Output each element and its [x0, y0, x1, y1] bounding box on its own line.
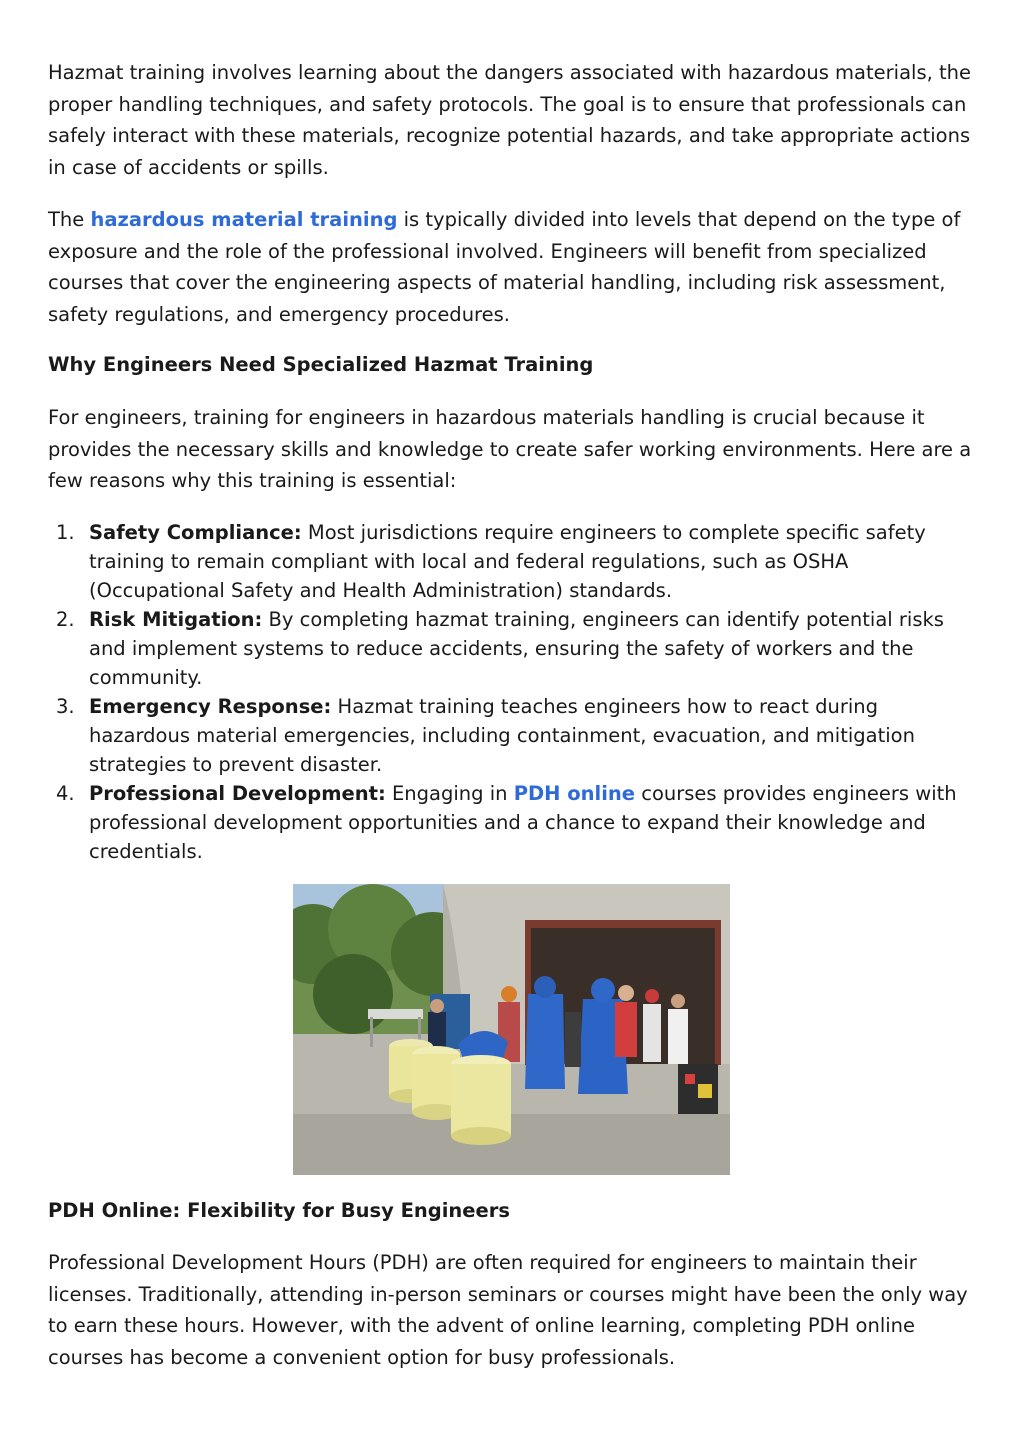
list-item-title: Professional Development: [89, 782, 386, 805]
reasons-list [48, 518, 978, 866]
list-number: 3. [56, 695, 75, 718]
list-item-pre: Engaging in [385, 782, 514, 805]
list-item-title: Safety Compliance: [89, 521, 302, 544]
pdh-online-link[interactable]: PDH online [513, 782, 636, 805]
list-item-text: courses provides engineers with professional development opportunities and a chance to expand their knowledge and credentials. [89, 782, 957, 863]
intro-paragraph: Hazmat training involves learning about the dangers associated with hazardous materials, the proper handling techniques, and safety protocols. The goal is to ensure that professionals can safely interact with these materials, recognize potential hazards, and take appropriate actions in case of accidents or spills. [48, 61, 972, 179]
list-number: 4. [56, 782, 75, 805]
list-item-text: Most jurisdictions require engineers to complete specific safety training to remain compliant with local and federal regulations, such as OSHA (Occupational Safety and Health Administration) standards. [89, 521, 926, 602]
list-item-safety-compliance [48, 518, 978, 605]
levels-paragraph-prefix: The [48, 208, 91, 231]
list-item-title: Risk Mitigation: [89, 608, 263, 631]
list-item-emergency-response [48, 692, 978, 779]
list-number: 2. [56, 608, 75, 631]
list-item-professional-development [48, 779, 978, 866]
list-item-title: Emergency Response: [89, 695, 332, 718]
why-engineers-heading: Why Engineers Need Specialized Hazmat Training [48, 353, 594, 376]
pdh-paragraph: Professional Development Hours (PDH) are often required for engineers to maintain their licenses. Traditionally, attending in-person seminars or courses might have been the only way to earn these hours. However, with the advent of online learning, completing PDH online courses has become a convenient option for busy professionals. [48, 1251, 968, 1369]
list-item-text: Hazmat training teaches engineers how to react during hazardous material emergencies, including containment, evacuation, and mitigation strategies to prevent disaster. [89, 695, 915, 776]
list-number: 1. [56, 521, 75, 544]
reasons-paragraph: For engineers, training for engineers in hazardous materials handling is crucial because it provides the necessary skills and knowledge to create safer working environments. Here are a few reasons why this training is essential: [48, 406, 972, 492]
levels-paragraph-suffix: is typically divided into levels that depend on the type of exposure and the role of the professional involved. Engineers will benefit from specialized courses that cover the engineering aspects of material handling, including risk assessment, safety regulations, and emergency procedures. [48, 208, 961, 326]
hazardous-material-training-link[interactable]: hazardous material training [90, 208, 398, 231]
hazmat-training-photo [293, 884, 730, 1175]
pdh-online-heading: PDH Online: Flexibility for Busy Engineers [48, 1199, 510, 1222]
levels-paragraph [48, 204, 978, 330]
list-item-risk-mitigation [48, 605, 978, 692]
list-item-text: By completing hazmat training, engineers can identify potential risks and implement systems to reduce accidents, ensuring the safety of workers and the community. [89, 608, 944, 689]
